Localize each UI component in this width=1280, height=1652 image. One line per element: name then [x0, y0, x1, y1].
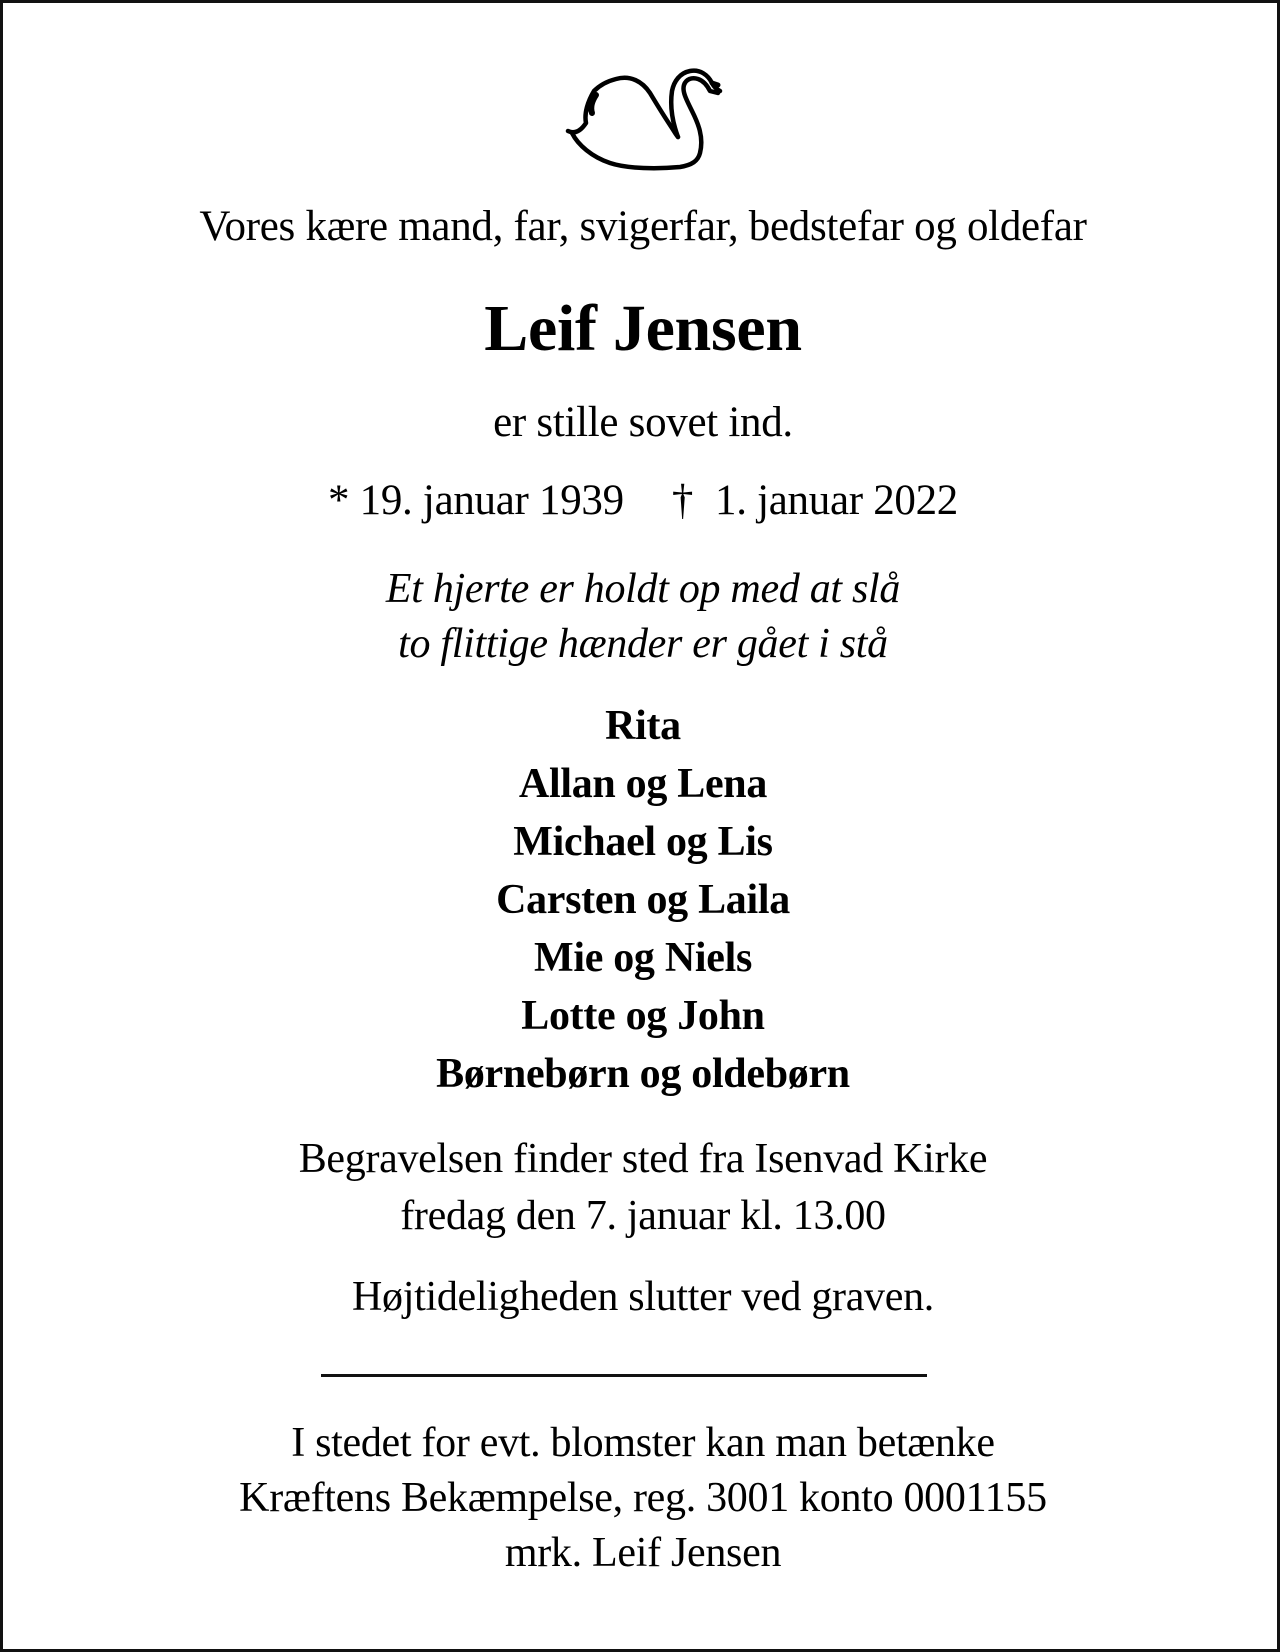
donation-line: mrk. Leif Jensen — [504, 1530, 782, 1576]
intro-line: Vores kære mand, far, svigerfar, bedstefar og oldefar — [199, 203, 1087, 250]
family-member: Lotte og John — [521, 993, 765, 1039]
donation-line: Kræftens Bekæmpelse, reg. 3001 konto 0001155 — [239, 1475, 1047, 1521]
death-dagger-icon: † — [671, 477, 694, 524]
death-date: 1. januar 2022 — [715, 477, 959, 524]
funeral-line: Begravelsen finder sted fra Isenvad Kirke — [298, 1136, 988, 1182]
subtitle-line: er stille sovet ind. — [493, 399, 793, 446]
family-member: Mie og Niels — [533, 935, 752, 981]
birth-date: 19. januar 1939 — [359, 477, 624, 524]
verse-line: Et hjerte er holdt op med at slå — [385, 566, 901, 612]
divider — [321, 1374, 927, 1377]
closing-line: Højtideligheden slutter ved graven. — [352, 1274, 934, 1320]
life-dates — [3, 473, 1280, 529]
birth-star-icon: * — [327, 477, 350, 524]
family-member: Allan og Lena — [518, 761, 768, 807]
family-member: Børnebørn og oldebørn — [436, 1051, 850, 1097]
swan-icon — [558, 61, 728, 176]
donation-line: I stedet for evt. blomster kan man betænke — [291, 1420, 995, 1466]
verse-line: to flittige hænder er gået i stå — [398, 621, 888, 667]
deceased-name: Leif Jensen — [484, 292, 802, 365]
family-member: Carsten og Laila — [496, 877, 790, 923]
family-member: Michael og Lis — [513, 819, 773, 865]
family-member: Rita — [605, 703, 681, 749]
funeral-line: fredag den 7. januar kl. 13.00 — [400, 1193, 886, 1239]
